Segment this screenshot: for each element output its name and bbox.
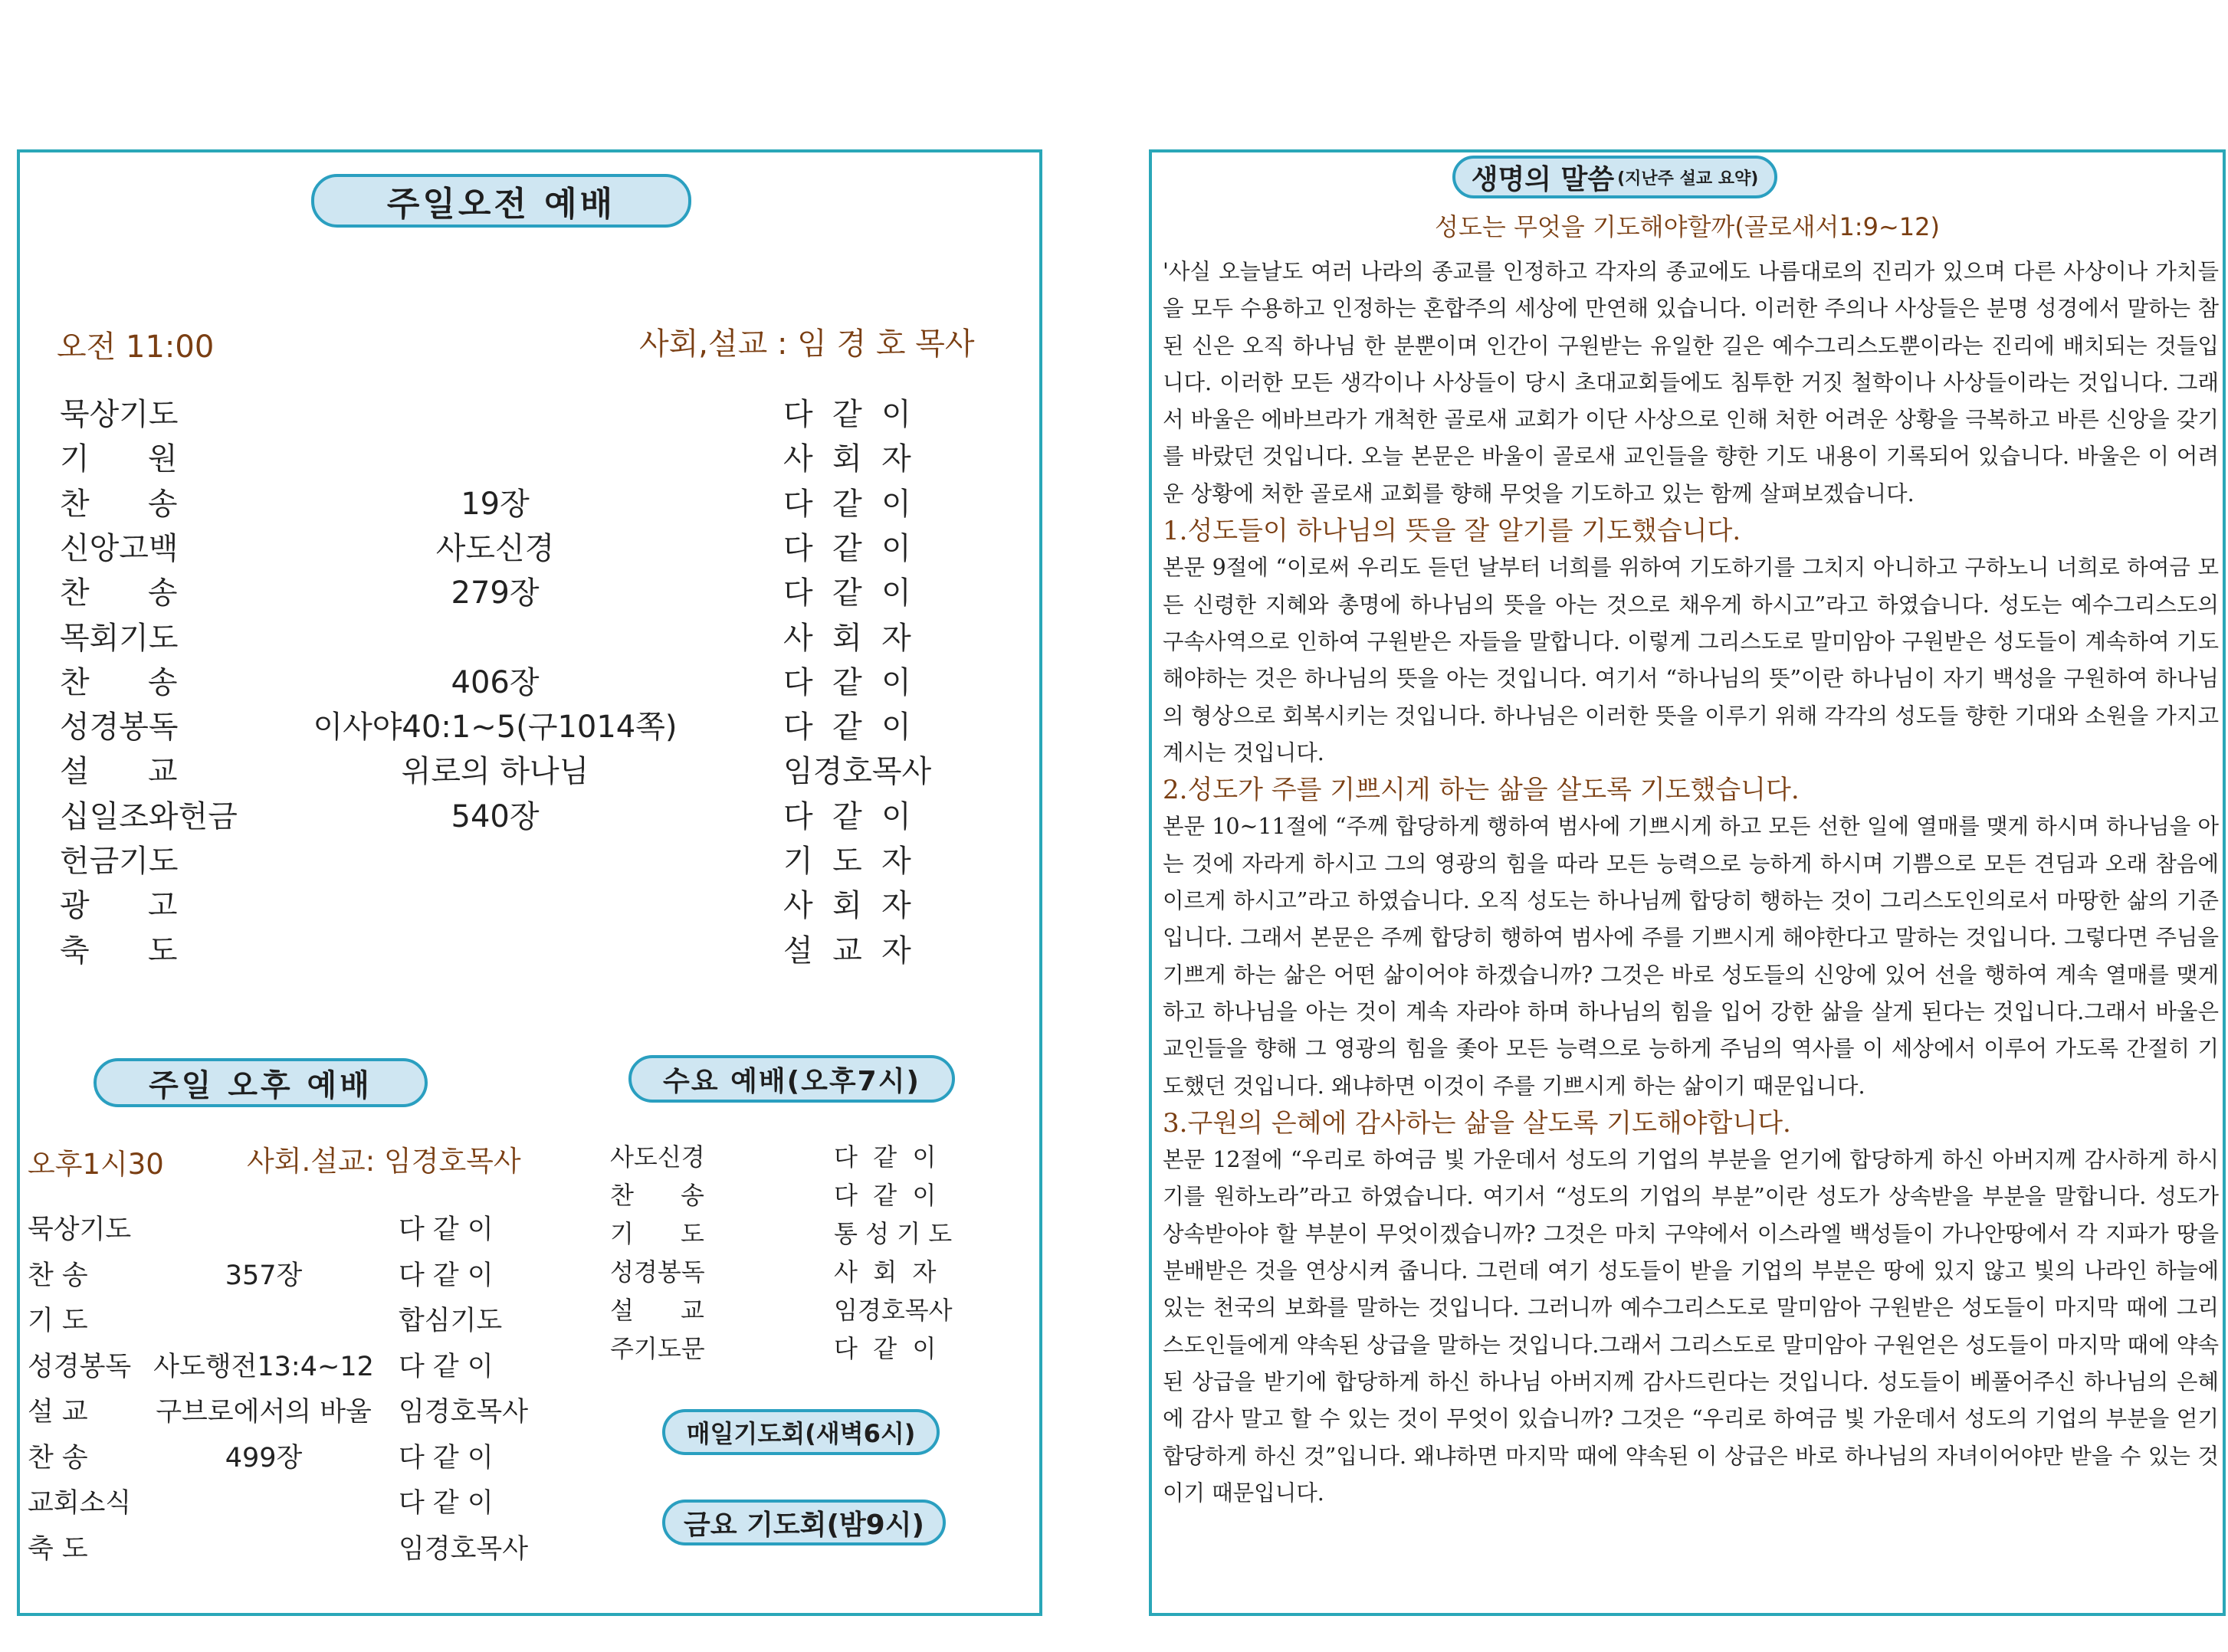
wednesday-service-order bbox=[602, 1138, 1032, 1383]
order-item-leader: 다 같 이 bbox=[399, 1488, 494, 1519]
order-item-leader: 통 성 기 도 bbox=[834, 1219, 953, 1248]
afternoon-order-row bbox=[20, 1254, 602, 1299]
order-item-leader: 다 같 이 bbox=[783, 710, 911, 746]
order-item-leader: 다 같 이 bbox=[783, 397, 911, 432]
order-item-detail: 구브로에서의 바울 bbox=[156, 1397, 372, 1427]
morning-order-row bbox=[20, 792, 1039, 837]
morning-service-title: 주일오전 예배 bbox=[311, 174, 691, 228]
order-item-leader: 임경호목사 bbox=[399, 1533, 529, 1565]
order-item-name: 사도신경 bbox=[610, 1142, 705, 1172]
order-item-name: 교회소식 bbox=[28, 1488, 132, 1519]
afternoon-order-row bbox=[20, 1391, 602, 1435]
morning-order-row bbox=[20, 569, 1039, 613]
wednesday-order-row bbox=[602, 1291, 1032, 1329]
order-item-name: 목회기도 bbox=[60, 620, 179, 656]
morning-order-row bbox=[20, 703, 1039, 747]
afternoon-order-row bbox=[20, 1437, 602, 1481]
afternoon-order-row bbox=[20, 1300, 602, 1344]
morning-order-row bbox=[20, 837, 1039, 881]
order-item-detail: 499장 bbox=[225, 1442, 303, 1473]
sermon-summary-panel bbox=[1149, 149, 2226, 1616]
sermon-intro: '사실 오늘날도 여러 나라의 종교를 인정하고 각자의 종교에도 나름대로의 진리가 있으며 다른 사상이나 가치들을 모두 수용하고 인정하는 혼합주의 세상에 만연해 있습니다. 이러한 주의나 사상들은 분명 성경에서 말하는 참된 신은 오직 하나님 한 분뿐이며 인간이 구원받는 유일한 길은 예수그리스도뿐이라는 진리에 배치되는 것들입니다. 이러한 모든 생각이나 사상들이 당시 초대교회들에도 침투한 거짓 철학이나 사상들이라는 것입니다. 그래서 바울은 에바브라가 개척한 골로새 교회가 이단 사상으로 인해 처한 어려운 상황을 극복하고 바른 신앙을 갖기를 바랐던 것입니다. 오늘 본문은 바울이 골로새 교인들을 향한 기도 내용이 기록되어 있습니다. 바울은 이 어려운 상황에 처한 골로새 교회를 향해 무엇을 기도하고 있는 함께 살펴보겠습니다. bbox=[1163, 259, 2219, 506]
morning-order-row bbox=[20, 480, 1039, 524]
afternoon-service-title: 주일 오후 예배 bbox=[94, 1058, 428, 1107]
order-item-name: 찬 송 bbox=[60, 486, 178, 522]
order-item-name: 찬 송 bbox=[60, 575, 178, 611]
order-item-leader: 다 같 이 bbox=[399, 1214, 494, 1245]
morning-service-leader: 사회,설교 : 임 경 호 목사 bbox=[639, 326, 975, 362]
order-item-detail: 이사야40:1~5(구1014쪽) bbox=[313, 710, 678, 746]
order-item-leader: 사 회 자 bbox=[783, 620, 911, 656]
order-item-detail: 사도행전13:4~12 bbox=[153, 1351, 374, 1382]
afternoon-order-row bbox=[20, 1346, 602, 1390]
order-item-name: 찬 송 bbox=[60, 664, 178, 700]
morning-order-row bbox=[20, 658, 1039, 703]
order-item-name: 성경봉독 bbox=[610, 1257, 705, 1287]
order-item-name: 기 도 bbox=[610, 1219, 704, 1248]
word-of-life-sub: (지난주 설교 요약) bbox=[1617, 169, 1759, 188]
order-item-detail: 279장 bbox=[451, 575, 540, 611]
afternoon-order-row bbox=[20, 1528, 602, 1572]
order-item-name: 축 도 bbox=[28, 1533, 88, 1565]
order-item-name: 찬 송 bbox=[28, 1260, 88, 1291]
sermon-point-heading: 3.구원의 은혜에 감사하는 삶을 살도록 기도해야합니다. bbox=[1163, 1107, 1791, 1139]
morning-order-row bbox=[20, 747, 1039, 792]
afternoon-order-row bbox=[20, 1482, 602, 1526]
sermon-subtitle: 성도는 무엇을 기도해야할까(골로새서1:9~12) bbox=[1435, 212, 1940, 241]
order-of-worship-panel bbox=[17, 149, 1042, 1616]
word-of-life-title bbox=[1452, 156, 1777, 198]
afternoon-service-order bbox=[20, 1208, 602, 1576]
order-item-leader: 임경호목사 bbox=[399, 1397, 529, 1427]
order-item-leader: 다 같 이 bbox=[399, 1442, 494, 1473]
order-item-name: 성경봉독 bbox=[60, 710, 179, 746]
sermon-points bbox=[1163, 513, 2219, 1512]
order-item-name: 십일조와헌금 bbox=[60, 798, 238, 834]
order-item-leader: 설 교 자 bbox=[783, 933, 911, 969]
order-item-leader: 임경호목사 bbox=[834, 1296, 953, 1325]
order-item-leader: 다 같 이 bbox=[783, 664, 911, 700]
morning-order-row bbox=[20, 881, 1039, 926]
order-item-detail: 사도신경 bbox=[435, 530, 555, 566]
wednesday-order-row bbox=[602, 1138, 1032, 1176]
order-item-name: 묵상기도 bbox=[60, 397, 179, 432]
order-item-name: 기 도 bbox=[28, 1306, 88, 1336]
order-item-leader: 다 같 이 bbox=[783, 798, 911, 834]
order-item-name: 설 교 bbox=[610, 1296, 704, 1325]
wednesday-order-row bbox=[602, 1176, 1032, 1214]
order-item-leader: 다 같 이 bbox=[783, 575, 911, 611]
order-item-name: 설 교 bbox=[60, 754, 178, 790]
order-item-leader: 다 같 이 bbox=[399, 1260, 494, 1291]
order-item-name: 기 원 bbox=[60, 441, 178, 477]
order-item-leader: 다 같 이 bbox=[834, 1334, 937, 1363]
friday-prayer-meeting: 금요 기도회(밤9시) bbox=[662, 1500, 946, 1545]
order-item-name: 헌금기도 bbox=[60, 844, 179, 879]
order-item-name: 주기도문 bbox=[610, 1334, 705, 1363]
order-item-leader: 합심기도 bbox=[399, 1306, 503, 1336]
word-of-life-main: 생명의 말씀 bbox=[1471, 163, 1615, 195]
wednesday-service-title: 수요 예배(오후7시) bbox=[628, 1055, 955, 1103]
morning-service-order bbox=[20, 390, 1039, 988]
order-item-leader: 다 같 이 bbox=[399, 1351, 494, 1382]
order-item-detail: 540장 bbox=[451, 798, 540, 834]
sermon-point-body: 본문 12절에 “우리로 하여금 빛 가운데서 성도의 기업의 부분을 얻기에 합당하게 하신 아버지께 감사하게 하시기를 원하노라”라고 하였습니다. 여기서 “성도의 기업의 부분”이란 성도가 상속받을 부분을 말합니다. 성도가 상속받아야 할 부분이 무엇이겠습니까? 그것은 마치 구약에서 이스라엘 백성들이 가나안땅에서 각 지파가 땅을 분배받은 것을 연상시켜 줍니다. 그런데 여기 성도들이 받을 기업의 부분은 땅에 있지 않고 빛의 나라인 하늘에 있는 천국의 보화를 말하는 것입니다. 그러니까 예수그리스도로 말미암아 구원받은 성도들이 마지막 때에 그리스도인들에게 약속된 상급을 말하는 것입니다.그래서 그리스도로 말미암아 구원얻은 성도들이 마지막 때에 약속된 상급을 받기에 합당하게 하신 하나님 아버지께 감사드린다는 것입니다. 성도들이 베풀어주신 하나님의 은혜에 감사 말고 할 수 있는 것이 무엇이 있습니까? 그것은 “우리로 하여금 빛 가운데서 성도의 기업의 부분을 얻기 합당하게 하신 것”입니다. 왜냐하면 마지막 때에 약속된 이 상급은 바로 하나님의 자녀이어야만 받을 수 있는 것이기 때문입니다. bbox=[1163, 1147, 2219, 1506]
order-item-detail: 19장 bbox=[461, 486, 530, 522]
afternoon-service-time: 오후1시30 bbox=[28, 1148, 164, 1181]
order-item-name: 찬 송 bbox=[610, 1181, 704, 1210]
morning-order-row bbox=[20, 524, 1039, 569]
order-item-name: 신앙고백 bbox=[60, 530, 179, 566]
order-item-name: 찬 송 bbox=[28, 1442, 88, 1473]
order-item-name: 광 고 bbox=[60, 888, 178, 924]
sermon-point-body: 본문 9절에 “이로써 우리도 듣던 날부터 너희를 위하여 기도하기를 그치지 아니하고 구하노니 너희로 하여금 모든 신령한 지혜와 총명에 하나님의 뜻을 아는 것으로 채우게 하시고”라고 하였습니다. 성도는 예수그리스도의 구속사역으로 인하여 구원받은 자들을 말합니다. 이렇게 그리스도로 말미암아 구원받은 성도들이 계속하여 기도해야하는 것은 하나님의 뜻을 아는 것입니다. 여기서 “하나님의 뜻”이란 하나님이 자기 백성을 구원하여 하나님의 형상으로 회복시키는 것입니다. 하나님은 이러한 뜻을 이루기 위해 각각의 성도들 향한 기대와 소원을 가지고 계시는 것입니다. bbox=[1163, 555, 2219, 765]
sermon-point-heading: 1.성도들이 하나님의 뜻을 잘 알기를 기도했습니다. bbox=[1163, 516, 1741, 547]
afternoon-order-row bbox=[20, 1208, 602, 1253]
order-item-detail: 위로의 하나님 bbox=[401, 754, 589, 790]
morning-order-row bbox=[20, 434, 1039, 479]
wednesday-order-row bbox=[602, 1214, 1032, 1253]
order-item-leader: 다 같 이 bbox=[783, 530, 911, 566]
sermon-point-body: 본문 10~11절에 “주께 합당하게 행하여 범사에 기쁘시게 하고 모든 선한 일에 열매를 맺게 하시며 하나님을 아는 것에 자라게 하시고 그의 영광의 힘을 따라 모든 능력으로 능하게 하시며 기쁨으로 모든 견딤과 오래 참음에 이르게 하시고”라고 하였습니다. 오직 성도는 하나님께 합당히 행하는 것이 그리스도인의로서 마땅한 삶의 기준입니다. 그래서 본문은 주께 합당히 행하여 범사에 주를 기쁘시게 해야한다고 말하는 것입니다. 그렇다면 주님을 기쁘게 하는 삶은 어떤 삶이어야 하겠습니까? 그것은 바로 성도들의 신앙에 있어 선을 행하여 계속 열매를 맺게 하고 하나님을 아는 것이 계속 자라야 하며 하나님의 힘을 입어 강한 삶을 살게 된다는 것입니다.그래서 바울은 교인들을 향해 그 영광의 힘을 좇아 모든 능력으로 능하게 주님의 역사를 이 세상에서 이루어 가도록 간절히 기도했던 것입니다. 왜냐하면 이것이 주를 기쁘시게 하는 삶이기 때문입니다. bbox=[1163, 814, 2219, 1099]
morning-order-row bbox=[20, 926, 1039, 971]
order-item-detail: 406장 bbox=[451, 664, 540, 700]
order-item-leader: 사 회 자 bbox=[783, 441, 911, 477]
order-item-leader: 다 같 이 bbox=[834, 1181, 937, 1210]
order-item-leader: 사 회 자 bbox=[783, 888, 911, 924]
wednesday-order-row bbox=[602, 1329, 1032, 1368]
afternoon-service-leader: 사회.설교: 임경호목사 bbox=[247, 1145, 521, 1178]
morning-order-row bbox=[20, 614, 1039, 658]
order-item-name: 성경봉독 bbox=[28, 1351, 132, 1382]
order-item-name: 설 교 bbox=[28, 1397, 88, 1427]
order-item-name: 묵상기도 bbox=[28, 1214, 132, 1245]
daily-prayer-meeting: 매일기도회(새벽6시) bbox=[662, 1409, 940, 1455]
sermon-point-heading: 2.성도가 주를 기쁘시게 하는 삶을 살도록 기도했습니다. bbox=[1163, 775, 1800, 806]
morning-order-row bbox=[20, 390, 1039, 434]
order-item-leader: 임경호목사 bbox=[783, 754, 932, 790]
wednesday-order-row bbox=[602, 1253, 1032, 1291]
order-item-name: 축 도 bbox=[60, 933, 178, 969]
order-item-leader: 사 회 자 bbox=[834, 1257, 937, 1287]
order-item-leader: 기 도 자 bbox=[783, 844, 911, 879]
sermon-body bbox=[1163, 254, 2219, 1512]
order-item-leader: 다 같 이 bbox=[783, 486, 911, 522]
morning-service-time: 오전 11:00 bbox=[57, 329, 215, 365]
order-item-detail: 357장 bbox=[225, 1260, 303, 1291]
order-item-leader: 다 같 이 bbox=[834, 1142, 937, 1172]
